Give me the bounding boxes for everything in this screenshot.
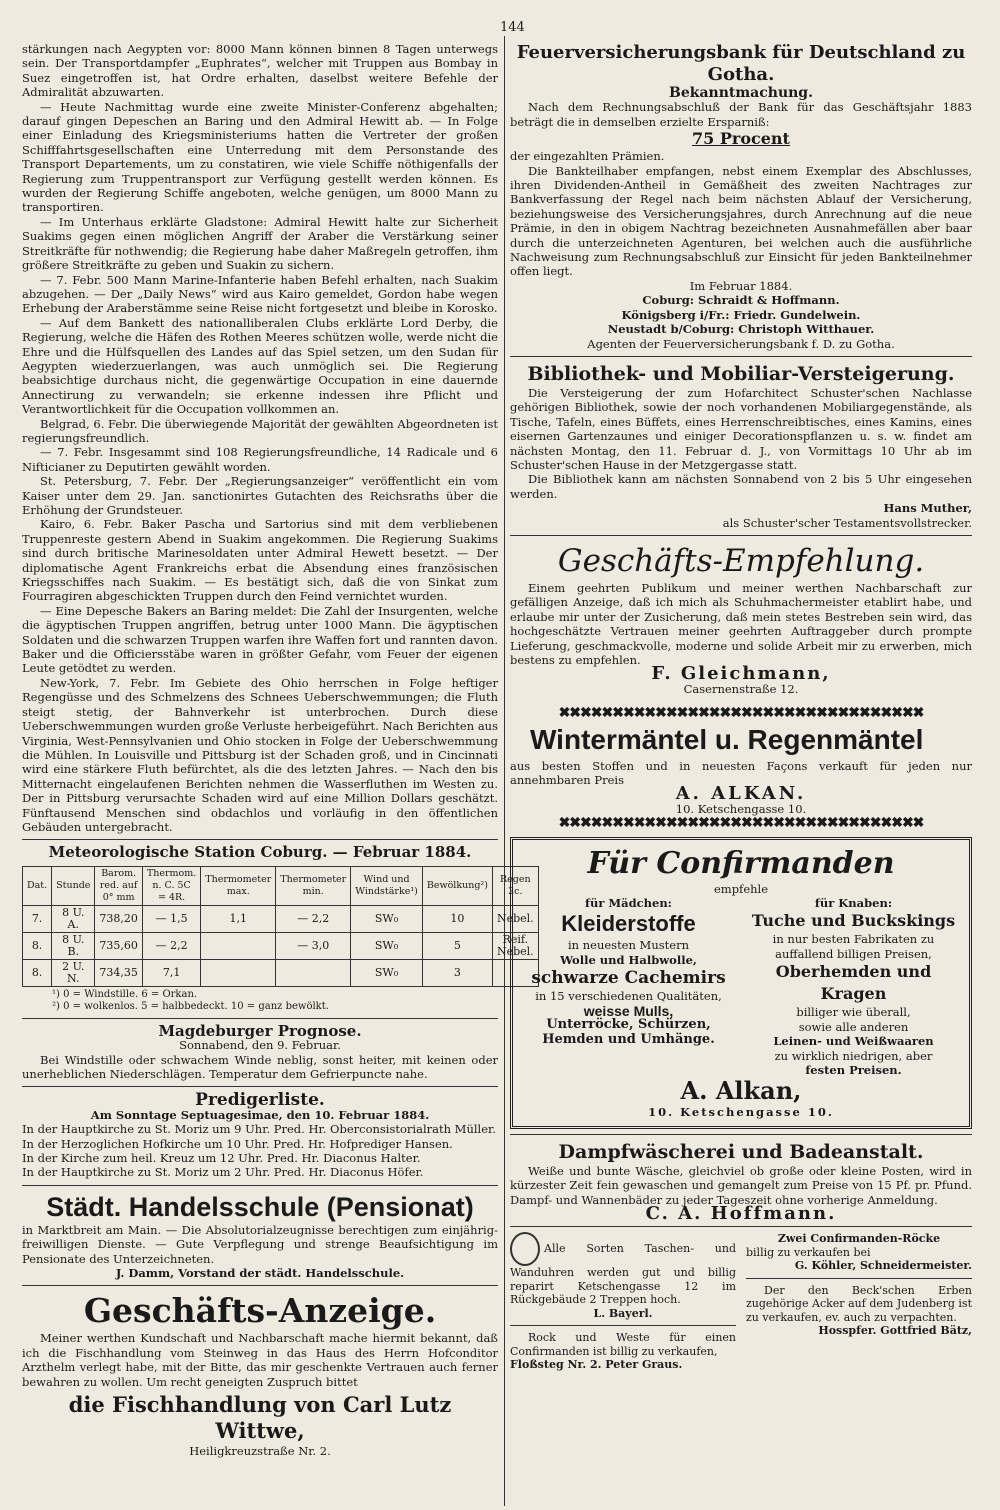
prognosis-text: Bei Windstille oder schwachem Winde neblig, sonst heiter, mit keinen oder unerheblichen Niederschlägen. Temperatur dem Gefrierpuncte nahe. (22, 1052, 498, 1081)
table-cell: 8 U. B. (52, 932, 95, 959)
recommendation-ad-signature: F. Gleichmann, (651, 663, 831, 685)
insurance-agent: Königsberg i/Fr.: Friedr. Gundelwein. (621, 307, 861, 322)
left-column (22, 42, 534, 1459)
divider (22, 1185, 498, 1186)
column-head: für Knaben: (814, 896, 893, 911)
table-header-row (23, 866, 539, 905)
table-cell: SW₀ (351, 959, 423, 986)
auction-ad-signature: Hans Muther, (883, 501, 972, 516)
suit-sale-signature: Floßsteg Nr. 2. Peter Graus. (510, 1358, 683, 1372)
table-row (23, 905, 539, 932)
column-header: Thermometer max. (201, 866, 276, 905)
met-title: Meteorologische Station Coburg. — Februar 1884. (48, 843, 472, 862)
divider (22, 1018, 498, 1019)
small-ads (510, 1232, 972, 1372)
prognosis-date: Sonnabend, den 9. Februar. (179, 1038, 341, 1053)
table-cell: — 3,0 (276, 932, 351, 959)
divider (510, 1325, 736, 1326)
tailor-ad-title: Zwei Confirmanden-Röcke (777, 1232, 941, 1246)
ornament-border: ✖✖✖✖✖✖✖✖✖✖✖✖✖✖✖✖✖✖✖✖✖✖✖✖✖✖✖✖✖✖✖✖✖✖ (558, 706, 924, 721)
watch-repair-body: Alle Sorten Taschen- und Wanduhren werden gut und billig reparirt Ketschengasse 12 im Rückgebäude 2 Treppen hoch. (510, 1242, 736, 1307)
table-cell: 5 (422, 932, 492, 959)
table-cell: 734,35 (95, 959, 143, 986)
table-cell: — 1,5 (142, 905, 200, 932)
table-footnote: ¹) 0 = Windstille. 6 = Orkan. (52, 988, 198, 1000)
school-ad-text: in Marktbreit am Main. — Die Absolutorialzeugnisse berechtigen zum einjährig-freiwilligen Dienste. — Gute Verpflegung und strenge Beaufsichtigung im Pensionate des Unterzeichneten. (22, 1222, 498, 1266)
preacher-list-item: In der Kirche zum heil. Kreuz um 12 Uhr. Pred. Hr. Diaconus Halter. (22, 1151, 421, 1165)
recommendation-ad-text: Einem geehrten Publikum und meiner werthen Nachbarschaft zur gefälligen Anzeige, daß ich mich als Schuhmachermeister etablirt habe, und erlaube mir unter der Zusicherung, daß mein stetes Bestreben sein wird, das hochgeschätzte Vertrauen meiner geehrten Auftraggeber durch prompte Lieferung, geschmackvolle, moderne und solide Arbeit mir zu erwerben, mich bestens zu empfehlen. (510, 580, 972, 667)
table-cell: 738,20 (95, 905, 143, 932)
page-number: 144 (500, 20, 525, 35)
product-line: Wolle und Halbwolle, (560, 952, 697, 967)
preacher-list-item: In der Herzoglichen Hofkirche um 10 Uhr. Pred. Hr. Hofprediger Hansen. (22, 1136, 453, 1151)
watch-repair-signature: L. Bayerl. (593, 1306, 653, 1320)
school-ad-signature: J. Damm, Vorstand der städt. Handelsschule. (115, 1266, 405, 1281)
insurance-ad-text: Nach dem Rechnungsabschluß der Bank für das Geschäftsjahr 1883 beträgt die in demselben erzielte Ersparniß: (510, 100, 972, 129)
confirmation-ad-subtitle: empfehle (713, 881, 769, 896)
column-header: Thermometer min. (276, 866, 351, 905)
news-paragraph: — 7. Febr. Insgesammt sind 108 Regierungsfreundliche, 14 Radicale und 6 Nifticianer zu Deputirten gewählt worden. (22, 445, 498, 474)
insurance-ad-title: Feuerversicherungsbank für Deutschland zu Gotha. (516, 42, 966, 85)
business-ad-title: Geschäfts-Anzeige. (83, 1291, 437, 1331)
laundry-ad-title: Dampfwäscherei und Badeanstalt. (558, 1140, 924, 1163)
table-cell: SW₀ (351, 905, 423, 932)
column-header: Bewölkung²) (422, 866, 492, 905)
news-paragraph: St. Petersburg, 7. Febr. Der „Regierungsanzeiger“ veröffentlicht ein vom Kaiser unter dem 29. Jan. sanctionirtes Gutachten des Reichsraths über die Erhöhung der Grundsteuer. (22, 474, 498, 517)
school-ad-title: Städt. Handelsschule (Pensionat) (46, 1191, 474, 1222)
confirmation-ad-signature: A. Alkan, (680, 1076, 802, 1106)
product-line: Hemden und Umhänge. (542, 1031, 715, 1047)
prognosis-title: Magdeburger Prognose. (158, 1021, 362, 1040)
auction-ad-title: Bibliothek- und Mobiliar-Versteigerung. (527, 362, 955, 385)
watch-repair-ad (510, 1232, 736, 1372)
table-row (23, 959, 539, 986)
product-line: in neuesten Mustern (568, 938, 689, 953)
preacher-list-subtitle: Am Sonntage Septuagesimae, den 10. Februar 1884. (90, 1107, 430, 1122)
tailor-ad-text: billig zu verkaufen bei (746, 1245, 871, 1259)
ornament-border: ✖✖✖✖✖✖✖✖✖✖✖✖✖✖✖✖✖✖✖✖✖✖✖✖✖✖✖✖✖✖✖✖✖✖ (558, 816, 924, 831)
table-cell: 8. (23, 932, 52, 959)
news-paragraph: New-York, 7. Febr. Im Gebiete des Ohio herrschen in Folge heftiger Regengüsse und des Schmelzens des Schnees Ueberschwemmungen; die Fluth steigt stetig, der Bahnverkehr ist unterbrochen. Durch diese Ueberschwemmungen wurden große Verluste herbeigeführt. Nach Berichten aus Virginia, West-Pennsylvanien und Ohio stocken in Folge der Ueberschwemmung die Mühlen. In Louisville und Pittsburg ist der Schaden groß, und in Cincinnati wird eine stärkere Fluth befürchtet, als die des letzten Jahres. — Nach den bis Mitternacht eingelaufenen Berichten nehmen die Wasserfluthen im Westen zu. Der in Pittsburg verursachte Schaden wird auf eine Million Dollars geschätzt. Fünftausend Menschen sind obdachlos und vorläufig in den öffentlichen Gebäuden untergebracht. (22, 675, 498, 834)
coat-ad-signature: A. ALKAN. (675, 783, 807, 805)
boys-column (746, 896, 961, 1077)
news-paragraph: — Eine Depesche Bakers an Baring meldet: Die Zahl der Insurgenten, welche die ägyptischen Truppen angriffen, betrug unter 1000 Mann. Die ägyptischen Soldaten und die schwarzen Truppen warfen ihre Waffen fort und rannten davon. Baker und die Officiersstäbe waren in größter Gefahr, vom Feuer der eigenen Leute getödtet zu werden. (22, 603, 498, 676)
clock-icon (510, 1232, 540, 1266)
table-cell: 10 (422, 905, 492, 932)
column-header: Thermom. n. C. 5C = 4R. (142, 866, 200, 905)
weather-table (22, 866, 539, 987)
product-line: festen Preisen. (805, 1062, 902, 1077)
table-footnote: ²) 0 = wolkenlos. 5 = halbbedeckt. 10 = ganz bewölkt. (52, 1000, 329, 1012)
auction-ad-text: Die Bibliothek kann am nächsten Sonnabend von 2 bis 5 Uhr eingesehen werden. (510, 472, 972, 501)
table-cell: Reif. Nebel. (492, 932, 538, 959)
table-cell: 7. (23, 905, 52, 932)
girls-column (521, 896, 736, 1077)
table-cell: SW₀ (351, 932, 423, 959)
news-paragraph: — Im Unterhaus erklärte Gladstone: Admiral Hewitt halte zur Sicherheit Suakims gegen einen möglichen Angriff der Araber die Verstärkung seiner Streitkräfte für nothwendig; die Regierung habe daher Maßregeln getroffen, ihm größere Streitkräfte zu geben und Suakin zu sichern. (22, 214, 498, 273)
news-paragraph: — Heute Nachmittag wurde eine zweite Minister-Conferenz abgehalten; darauf gingen Depeschen an Baring und den Admiral Hewitt ab. — In Folge einer Einladung des Kriegsministeriums hatten die Vertreter der großen Schifffahrtsgesellschaften eine Unterredung mit dem Personstande des Transport Departements, um zu constatiren, wie viele Schiffe nöthigenfalls der Regierung zum Truppentransport zur Verfügung gestellt werden können. Es wurden der Regierung Schiffe angeboten, welche genügen, um 8000 Mann zu transportiren. (22, 99, 498, 215)
divider (510, 1226, 972, 1227)
news-paragraph: stärkungen nach Aegypten vor: 8000 Mann können binnen 8 Tagen unterwegs sein. Der Transportdampfer „Euphrates“, welcher mit Truppen aus Bombay in Suez eingetroffen ist, hat Ordre erhalten, daselbst weitere Befehle der Admiralität abzuwarten. (22, 42, 498, 100)
insurance-agent: Coburg: Schraidt & Hoffmann. (642, 293, 840, 308)
preacher-list-title: Predigerliste. (195, 1090, 325, 1111)
table-cell (276, 959, 351, 986)
business-ad-signature: die Fischhandlung von Carl Lutz Wittwe, (68, 1392, 452, 1444)
product-line: zu wirklich niedrigen, aber (774, 1048, 933, 1063)
news-paragraph: — 7. Febr. 500 Mann Marine-Infanterie haben Befehl erhalten, nach Suakim abzugehen. — Der „Daily News“ wird aus Kairo gemeldet, Gordon habe wegen Erhebung der Araberstämme seine Reise nicht fortgesetzt und bleibe in Korosko. (22, 272, 498, 316)
table-cell (201, 959, 276, 986)
product-line: sowie alle anderen (798, 1019, 909, 1034)
product-line: in nur besten Fabrikaten zu auffallend billigen Preisen, (772, 932, 935, 961)
news-paragraph: Kairo, 6. Febr. Baker Pascha und Sartorius sind mit dem verbliebenen Truppenreste gestern Abend in Suakim angekommen. Die Regierung Suakims sind durch britische Marinesoldaten unter Admiral Hewett besetzt. — Der diplomatische Agent Frankreichs erbat die Absendung eines französischen Kriegsschiffes nach Suakim. — Es bestätigt sich, daß die von Sinkat zum Fourragiren abgeschickten Truppen durch den Feind vernichtet wurden. (22, 517, 498, 604)
divider (22, 1285, 498, 1286)
table-cell: 3 (422, 959, 492, 986)
product-line: billiger wie überall, (796, 1005, 911, 1020)
coat-ad-text: aus besten Stoffen und in neuesten Façons verkauft für jeden nur annehmbaren Preis (510, 758, 972, 788)
table-cell: 8. (23, 959, 52, 986)
insurance-ad-date: Im Februar 1884. (689, 278, 793, 293)
divider (510, 535, 972, 536)
insurance-agent: Neustadt b/Coburg: Christoph Witthauer. (607, 322, 875, 337)
business-ad-address: Heiligkreuzstraße Nr. 2. (189, 1444, 331, 1459)
confirmation-ad-columns (521, 896, 961, 1077)
column-head: für Mädchen: (585, 896, 672, 911)
table-row (23, 932, 539, 959)
divider (510, 356, 972, 357)
news-paragraph: — Auf dem Bankett des nationalliberalen Clubs erklärte Lord Derby, die Regierung, welche die Häfen des Rothen Meeres schützen wolle, werde nicht die Ehre und die Hülfsquellen des Landes auf das Spiel setzen, um den Sudan für Aegypten wiederzuerlangen, was auch unmöglich sei. Die Regierung beabsichtige durchaus nicht, die gegenwärtige Occupation in eine dauernde Annectirung zu verwandeln; sie erkenne indessen ihre Pflicht und Verantwortlichkeit für die Occupation vollkommen an. (22, 315, 498, 417)
insurance-agent-line: Agenten der Feuerversicherungsbank f. D. zu Gotha. (587, 336, 895, 351)
field-sale-signature: Hosspfer. Gottfried Bätz, (818, 1324, 972, 1338)
preacher-list-item: In der Hauptkirche zu St. Moriz um 2 Uhr. Pred. Hr. Diaconus Höfer. (22, 1165, 424, 1180)
coat-ad-title: Wintermäntel u. Regenmäntel (530, 723, 924, 755)
column-header: Barom. red. auf 0° mm (95, 866, 143, 905)
preacher-list-item: In der Hauptkirche zu St. Moriz um 9 Uhr. Pred. Hr. Oberconsistorialrath Müller. (22, 1122, 496, 1137)
column-header: Wind und Windstärke¹) (351, 866, 423, 905)
insurance-ad-subtitle: Bekanntmachung. (669, 85, 813, 101)
watch-repair-text (510, 1232, 736, 1307)
insurance-ad-text: Die Bankteilhaber empfangen, nebst einem Exemplar des Abschlusses, ihren Dividenden-Antheil in Gemäßheit des zweiten Nachtrages zur Bankverfassung der Regel nach beim nächsten Ablauf der Versicherung, beziehungsweise des Versicherungsjahres, durch Anrechnung auf die neue Prämie, in den in obigem Nachtrag bezeichneten Ausnahmefällen aber baar durch die unterzeichneten Agenturen, bei welchen auch die ausführliche Nachweisung zum Rechnungsabschluß zur Einsicht für jeden Bankteilnehmer offen liegt. (510, 163, 972, 279)
confirmation-ad-address: 10. Ketschengasse 10. (648, 1105, 834, 1120)
table-cell: 1,1 (201, 905, 276, 932)
suit-sale-text: Rock und Weste für einen Confirmanden ist billig zu verkaufen, (510, 1331, 736, 1358)
divider (746, 1278, 972, 1279)
field-sale-text: Der den Beck'schen Erben zugehörige Acker auf dem Judenberg ist zu verkaufen, ev. auch zu verpachten. (746, 1283, 972, 1324)
product-line: Unterröcke, Schürzen, (546, 1017, 711, 1033)
right-column (510, 42, 972, 1372)
divider (22, 1086, 498, 1087)
table-cell: 2 U. N. (52, 959, 95, 986)
tailor-ad-signature: G. Köhler, Schneidermeister. (794, 1259, 972, 1273)
laundry-ad-text: Weiße und bunte Wäsche, gleichviel ob große oder kleine Posten, wird in kürzester Zeit fein gewaschen und gemangelt zum Preise von 15 Pf. pr. Pfund. Dampf- und Wannenbäder zu jeder Tageszeit ohne vorherige Anmeldung. (510, 1163, 972, 1207)
product-line: in 15 verschiedenen Qualitäten, (535, 989, 722, 1004)
table-cell: Nebel. (492, 905, 538, 932)
coat-ad-address: 10. Ketschengasse 10. (675, 801, 807, 816)
table-cell: — 2,2 (276, 905, 351, 932)
product-line: Tuche und Buckskings (751, 911, 956, 931)
confirmation-ad-box (510, 837, 972, 1129)
table-cell: 8 U. A. (52, 905, 95, 932)
product-line: Leinen- und Weißwaaren (773, 1034, 934, 1049)
product-line: Kleiderstoffe (561, 911, 696, 937)
insurance-ad-text: der eingezahlten Prämien. (510, 149, 665, 164)
column-header: Stunde (52, 866, 95, 905)
product-line: weisse Mulls, (583, 1002, 674, 1019)
column-divider (504, 36, 505, 1506)
business-ad-text: Meiner werthen Kundschaft und Nachbarschaft mache hiermit bekannt, daß ich die Fischhandlung vom Steinweg in das Haus des Herrn Hofconditor Arzthelm verlegt habe, mit der Bitte, das mir geschenkte Vertrauen auch ferner bewahren zu wollen. Um recht geneigten Zuspruch bittet (22, 1331, 498, 1389)
table-cell (201, 932, 276, 959)
laundry-ad-signature: C. A. Hoffmann. (645, 1202, 837, 1224)
divider (22, 839, 498, 840)
tailor-ads (746, 1232, 972, 1372)
auction-ad-signature-role: als Schuster'scher Testamentsvollstrecker. (722, 515, 972, 530)
table-cell: — 2,2 (142, 932, 200, 959)
recommendation-ad-address: Casernenstraße 12. (683, 681, 799, 696)
column-header: Dat. (23, 866, 52, 905)
auction-ad-text: Die Versteigerung der zum Hofarchitect Schuster'schen Nachlasse gehörigen Bibliothek, sowie der noch vorhandenen Mobiliargegenstände, als Tische, Tafeln, eines Büffets, eines Herrenschreibtisches, eines Kamins, eines eisernen Gartenzaunes und einiger Decorationspflanzen u. s. w. findet am nächsten Montag, den 11. Februar d. J., von Vormittags 10 Uhr ab im Schuster'schen Hause in der Metzgergasse statt. (510, 385, 972, 472)
table-cell: 7,1 (142, 959, 200, 986)
column-header: Regen 2c. (492, 866, 538, 905)
recommendation-ad-title: Geschäfts-Empfehlung. (557, 542, 925, 579)
table-cell: 735,60 (95, 932, 143, 959)
insurance-ad-percent: 75 Procent (692, 129, 790, 149)
divider (510, 1134, 972, 1135)
news-paragraph: Belgrad, 6. Febr. Die überwiegende Majorität der gewählten Abgeordneten ist regierungsfreundlich. (22, 416, 498, 445)
confirmation-ad-title: Für Confirmanden (587, 845, 895, 881)
product-line: schwarze Cachemirs (531, 968, 726, 989)
product-line: Oberhemden und Kragen (775, 962, 932, 1004)
